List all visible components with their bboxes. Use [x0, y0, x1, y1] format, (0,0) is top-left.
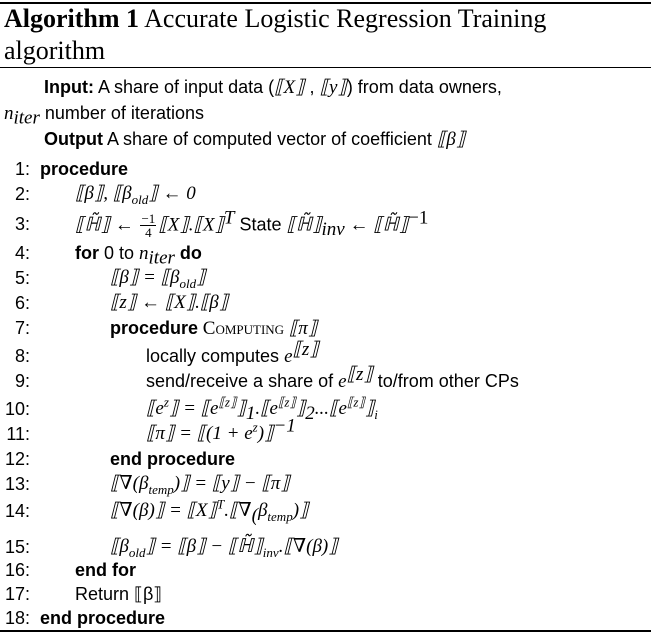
output-line: Output A share of computed vector of coefficient ⟦β⟧ [44, 129, 466, 150]
input-line: Input: A share of input data (⟦X⟧ , ⟦y⟧) from data owners, [44, 77, 502, 98]
fraction: $\frac{-1}{4}$ [141, 211, 156, 240]
algorithm-caption [4, 3, 649, 67]
algorithm-box: Algorithm 1 Accurate Logistic Regression Training algorithm Input: A share of input data (⟦X⟧ , ⟦y⟧) from data owners, $n_{iter}$ number of iterations Output A share of computed vector of coefficient ⟦β⟧ 1: procedure 2: ⟦β⟧, $⟦\beta_{old}⟧$ ← 0 3: ⟦ℍ̃⟧ ← $\frac{-1}{4}$ ⟦X⟧.⟦X⟧$^T$ State $⟦ℍ̃⟧_{inv}$ ← ⟦ℍ̃⟧$^{-1}$ 4: for 0 to $n_{iter}$ do 5: ⟦β⟧ = $⟦\beta_{old}⟧$ 6: ⟦z⟧ ← ⟦X⟧.⟦β⟧ 7: procedure Computing ⟦π⟧ 8: locally computes $e^{⟦z⟧}$ 9: send/receive a share of $e^{⟦z⟧}$ to/from other CPs 10: $⟦e^z⟧$ = $⟦e^{⟦z⟧}⟧_1.⟦e^{⟦z⟧}⟧_2...⟦e^{⟦z⟧}⟧_i$ 11: ⟦π⟧ = ⟦(1 + $e^z)⟧^{-1}$ 12: end procedure 13: $⟦\nabla(\beta_{temp})⟧$ = ⟦y⟧ − ⟦π⟧ 14: ⟦∇(β)⟧ = $⟦X⟧^T.⟦\nabla_(\beta_{temp})⟧$ 15: $⟦\beta_{old}⟧$ = ⟦β⟧ − $⟦ℍ̃⟧_{inv}.⟦\nabla(\beta)⟧$ 16: end for 17: Return ⟦β⟧ 18: end procedure [0, 0, 651, 640]
algorithm-label: Algorithm 1 [4, 4, 140, 33]
algorithm-title: Accurate Logistic Regression Training algorithm [4, 4, 547, 65]
bottom-rule [0, 630, 651, 632]
caption-rule [0, 67, 651, 68]
iterations-line: $n_{iter}$ number of iterations [4, 103, 204, 129]
